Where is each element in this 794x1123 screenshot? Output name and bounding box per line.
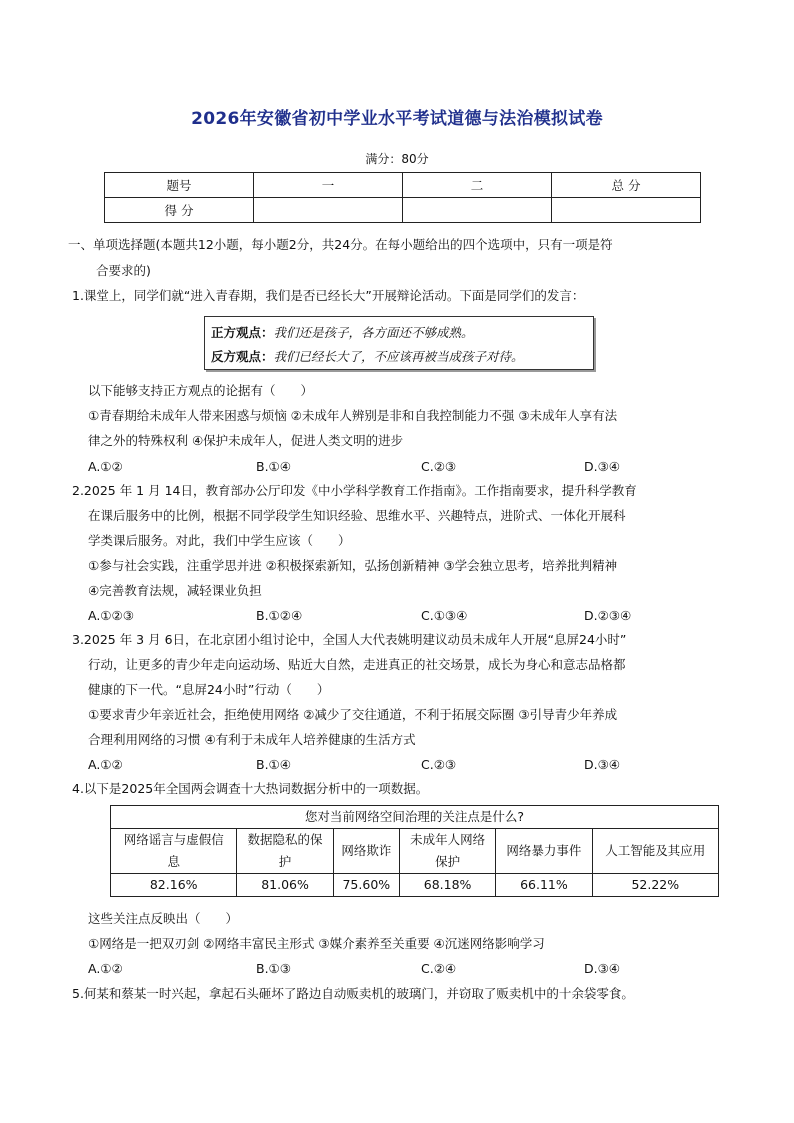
survey-value: 52.22% [592, 874, 718, 897]
survey-header-cell: 人工智能及其应用 [592, 829, 718, 874]
q2-stem: 2.2025 年 1 月 14日，教育部办公厅印发《中小学科学教育工作指南》。工作指南要求，提升科学教育 [72, 483, 637, 498]
option-c[interactable]: C.②③ [421, 459, 457, 474]
option-b[interactable]: B.①③ [256, 961, 291, 976]
con-label: 反方观点： [211, 349, 274, 364]
q2-items-cont: ④完善教育法规，减轻课业负担 [88, 583, 262, 598]
grade-header-cell: 一 [254, 173, 403, 198]
survey-value: 82.16% [111, 874, 237, 897]
q3-stem: 3.2025 年 3 月 6日，在北京团小组讨论中，全国人大代表姚明建议动员未成年人开展“息屏24小时” [72, 632, 627, 647]
survey-header-row [111, 829, 719, 874]
survey-header-cell [111, 829, 237, 874]
q5-stem: 5.何某和蔡某一时兴起，拿起石头砸坏了路边自动贩卖机的玻璃门，并窃取了贩卖机中的十余袋零食。 [72, 986, 634, 1001]
q1-ask: 以下能够支持正方观点的论据有（ ） [88, 383, 314, 398]
survey-header-cell: 网络欺诈 [333, 829, 399, 874]
q3-items-cont: 合理利用网络的习惯 ④有利于未成年人培养健康的生活方式 [88, 732, 416, 747]
exam-title: 2026年安徽省初中学业水平考试道德与法治模拟试卷 [191, 109, 603, 129]
q4-items: ①网络是一把双刃剑 ②网络丰富民主形式 ③媒介素养至关重要 ④沉迷网络影响学习 [88, 936, 545, 951]
q3-stem-cont: 行动，让更多的青少年走向运动场、贴近大自然，走进真正的社交场景，成长为身心和意志品格都 [88, 657, 626, 672]
grade-table [104, 172, 701, 223]
header-text: 息 [167, 854, 180, 869]
option-b[interactable]: B.①②④ [256, 608, 303, 623]
option-a[interactable]: A.①② [88, 961, 123, 976]
q4-ask: 这些关注点反映出（ ） [88, 911, 239, 926]
score-cell-1[interactable] [254, 198, 403, 223]
option-d[interactable]: D.③④ [584, 961, 621, 976]
survey-table [110, 805, 719, 897]
option-c[interactable]: C.②④ [421, 961, 457, 976]
survey-value: 81.06% [237, 874, 333, 897]
survey-title: 您对当前网络空间治理的关注点是什么? [111, 806, 719, 829]
option-d[interactable]: D.③④ [584, 459, 621, 474]
survey-title-row [111, 806, 719, 829]
option-d[interactable]: D.③④ [584, 757, 621, 772]
q3-stem-cont: 健康的下一代。“息屏24小时”行动（ ） [88, 682, 330, 697]
con-view [211, 347, 524, 365]
grade-header-cell: 题号 [105, 173, 254, 198]
q2-items: ①参与社会实践，注重学思并进 ②积极探索新知，弘扬创新精神 ③学会独立思考，培养批判精神 [88, 558, 618, 573]
q2-stem-cont: 在课后服务中的比例，根据不同学段学生知识经验、思维水平、兴趣特点，进阶式、一体化开展科 [88, 508, 626, 523]
option-d[interactable]: D.②③④ [584, 608, 632, 623]
q2-stem-cont: 学类课后服务。对此，我们中学生应该（ ） [88, 533, 351, 548]
option-c[interactable]: C.①③④ [421, 608, 468, 623]
section-instructions-cont: 合要求的) [96, 263, 151, 278]
option-c[interactable]: C.②③ [421, 757, 457, 772]
full-score: 满分：80分 [365, 152, 429, 166]
score-cell-total[interactable] [552, 198, 701, 223]
option-a[interactable]: A.①② [88, 757, 123, 772]
grade-header-cell: 总 分 [552, 173, 701, 198]
survey-value-row [111, 874, 719, 897]
header-text: 未成年人网络 [410, 832, 486, 847]
q1-stem: 1.课堂上，同学们就“进入青春期，我们是否已经长大”开展辩论活动。下面是同学们的发言： [72, 288, 585, 303]
grade-row-label: 得 分 [105, 198, 254, 223]
option-a[interactable]: A.①②③ [88, 608, 134, 623]
survey-header-cell [237, 829, 333, 874]
option-b[interactable]: B.①④ [256, 459, 291, 474]
header-text: 网络谣言与虚假信 [123, 832, 224, 847]
survey-value: 68.18% [399, 874, 495, 897]
header-text: 数据隐私的保 [247, 832, 323, 847]
con-text: 我们已经长大了，不应该再被当成孩子对待。 [273, 349, 524, 364]
section-instructions: 一、单项选择题(本题共12小题，每小题2分，共24分。在每小题给出的四个选项中，只有一项是符 [68, 237, 613, 252]
q4-stem: 4.以下是2025年全国两会调查十大热词数据分析中的一项数据。 [72, 781, 429, 796]
survey-header-cell: 网络暴力事件 [496, 829, 592, 874]
header-text: 保护 [435, 854, 461, 869]
q3-items: ①要求青少年亲近社会，拒绝使用网络 ②减少了交往通道，不利于拓展交际圈 ③引导青少年养成 [88, 707, 618, 722]
option-b[interactable]: B.①④ [256, 757, 291, 772]
pro-view [211, 323, 474, 341]
pro-text: 我们还是孩子，各方面还不够成熟。 [273, 325, 474, 340]
grade-header-cell: 二 [403, 173, 552, 198]
score-cell-2[interactable] [403, 198, 552, 223]
option-a[interactable]: A.①② [88, 459, 123, 474]
q1-items: ①青春期给未成年人带来困惑与烦恼 ②未成年人辨别是非和自我控制能力不强 ③未成年人享有法 [88, 408, 618, 423]
header-text: 护 [278, 854, 292, 869]
debate-box [204, 316, 594, 370]
grade-table-score-row [105, 198, 701, 223]
pro-label: 正方观点： [211, 325, 274, 340]
survey-value: 75.60% [333, 874, 399, 897]
grade-table-header-row [105, 173, 701, 198]
survey-header-cell [399, 829, 495, 874]
q1-items-cont: 律之外的特殊权利 ④保护未成年人，促进人类文明的进步 [88, 433, 404, 448]
survey-value: 66.11% [496, 874, 592, 897]
